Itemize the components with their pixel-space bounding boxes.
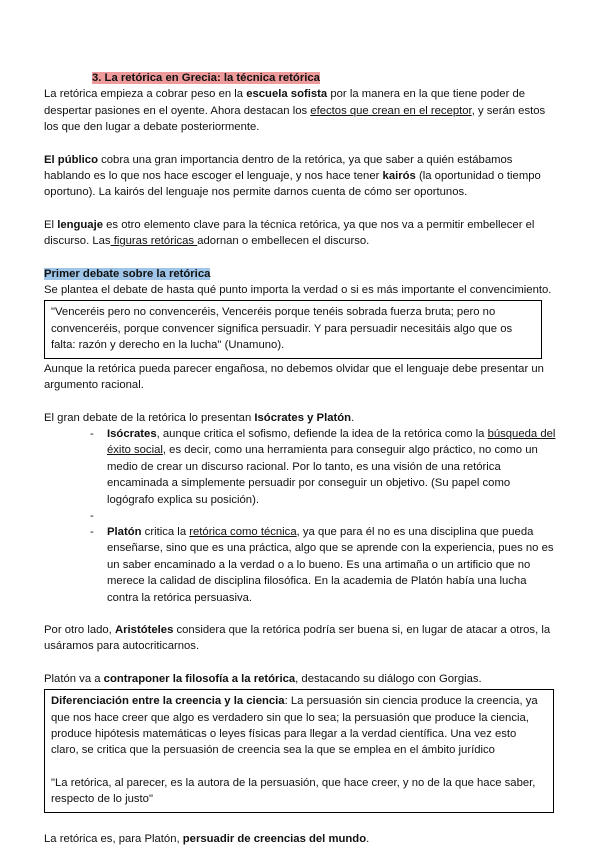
box-creencia-ciencia [44,689,554,812]
paragraph-publico: El público cobra una gran importancia dentro de la retórica, ya que saber a quién estábamos hablando es lo que nos hace escoger el lenguaje, y nos hace tener kairós (la oportunidad o tiempo oportuno). La kairós del lenguaje nos permite darnos cuenta de cómo ser oportunos. [44,153,541,199]
paragraph-debate-verdad: Se plantea el debate de hasta qué punto importa la verdad o si es más importante el convencimiento. [44,284,552,297]
paragraph-aristoteles: Por otro lado, Aristóteles considera que la retórica podría ser buena si, en lugar de atacar a otros, la usáramos para autocriticarnos. [44,623,551,653]
paragraph-lenguaje: El lenguaje es otro elemento clave para la técnica retórica, ya que nos va a permitir embellecer el discurso. Las figuras retóricas adornan o embellecen el discurso. [44,218,535,248]
quote-unamuno: "Venceréis pero no convenceréis, Venceréis porque tenéis sobrada fuerza bruta; pero no convenceréis, porque convencer significa persuadir. Y para persuadir necesitáis algo que os falta: razón y derecho en la lucha" (Unamuno). [51,306,513,352]
list-spacer [44,508,556,524]
paragraph-gran-debate: El gran debate de la retórica lo presentan Isócrates y Platón. [44,411,355,424]
paragraph-conclusion: La retórica es, para Platón, persuadir de creencias del mundo. [44,832,370,845]
document-body [44,70,556,847]
subheading-primer-debate: Primer debate sobre la retórica [44,267,211,280]
box-paragraph-diferenciacion: Diferenciación entre la creencia y la ciencia: La persuasión sin ciencia produce la creencia, ya que nos hace creer que algo es verdadero sin que lo sea; la persuasión que produce la ciencia, produce hipótesis matemáticas o leyes físicas para llegar a la verdad científica. Una vez esto claro, se critica que la persuasión de creencia sea la que se emplea en el ámbito jurídico [51,695,538,757]
quote-box-unamuno [44,300,542,358]
paragraph-argumento-racional: Aunque la retórica pueda parecer engañosa, no debemos olvidar que el lenguaje debe presentar un argumento racional. [44,362,544,392]
paragraph-escuela-sofista: La retórica empieza a cobrar peso en la escuela sofista por la manera en la que tiene poder de despertar pasiones en el oyente. Ahora destacan los efectos que crean en el receptor, y serán estos los que den lugar a debate posteriormente. [44,88,546,134]
quote-gorgias: "La retórica, al parecer, es la autora de la persuasión, que hace creer, y no de la que hace saber, respecto de lo justo" [51,776,536,806]
debate-list [44,426,556,606]
list-item-isocrates: - Isócrates, aunque critica el sofismo, defiende la idea de la retórica como la búsqueda del éxito social, es decir, como una herramienta para conseguir algo práctico, no como un medio de crear un discurso racional. Por lo tanto, es una visión de una retórica encaminada a simplemente persuadir por conseguir un objetivo. (Su papel como logógrafo explica su posición). [44,426,556,508]
paragraph-contraponer: Platón va a contraponer la filosofía a la retórica, destacando su diálogo con Gorgias. [44,672,482,685]
section-heading: 3. La retórica en Grecia: la técnica retórica [92,72,320,84]
list-item-platon: - Platón critica la retórica como técnica, ya que para él no es una disciplina que pueda enseñarse, sino que es una práctica, algo que se aprende con la experiencia, pues no es un saber encaminado a la verdad o a lo bueno. Es una artimaña o un artificio que no merece la calidad de disciplina filosófica. En la academia de Platón había una lucha contra la retórica persuasiva. [44,524,556,606]
